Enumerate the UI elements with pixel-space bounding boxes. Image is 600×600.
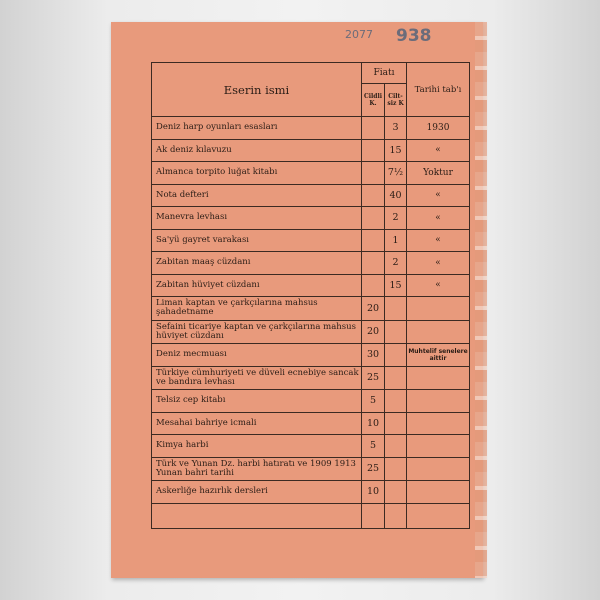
price-unbound xyxy=(385,344,407,367)
print-date xyxy=(407,457,470,481)
price-bound xyxy=(362,252,385,275)
header-price-unbound: Cilt-siz K xyxy=(385,84,407,117)
price-unbound: 15 xyxy=(385,139,407,162)
print-date: « xyxy=(407,139,470,162)
price-bound: 5 xyxy=(362,435,385,458)
price-unbound xyxy=(385,412,407,435)
work-title: Manevra levhası xyxy=(152,207,362,230)
price-unbound xyxy=(385,457,407,481)
price-bound xyxy=(362,162,385,185)
blank-row xyxy=(152,503,470,528)
price-bound xyxy=(362,207,385,230)
print-date: « xyxy=(407,184,470,207)
table-row xyxy=(152,184,470,207)
price-unbound: 1 xyxy=(385,229,407,252)
print-date xyxy=(407,412,470,435)
price-unbound: 3 xyxy=(385,117,407,140)
price-bound: 25 xyxy=(362,457,385,481)
table-row xyxy=(152,320,470,344)
work-title: Zabitan maaş cüzdanı xyxy=(152,252,362,275)
work-title: Zabitan hüviyet cüzdanı xyxy=(152,274,362,297)
work-title: Türk ve Yunan Dz. harbi hatıratı ve 1909 1913 Yunan bahri tarihi xyxy=(152,457,362,481)
work-title: Askerliğe hazırlık dersleri xyxy=(152,481,362,504)
price-unbound: 2 xyxy=(385,252,407,275)
work-title: Telsiz cep kitabı xyxy=(152,390,362,413)
work-title: Mesahai bahriye icmali xyxy=(152,412,362,435)
price-unbound xyxy=(385,435,407,458)
price-bound xyxy=(362,139,385,162)
price-bound xyxy=(362,184,385,207)
print-date: « xyxy=(407,274,470,297)
price-bound xyxy=(362,117,385,140)
pencil-note-2: 938 xyxy=(396,26,432,46)
table-row xyxy=(152,117,470,140)
print-date: 1930 xyxy=(407,117,470,140)
header-name: Eserin ismi xyxy=(152,63,362,117)
print-date: Muhtelif senelere aittir xyxy=(407,344,470,367)
work-title: Deniz harp oyunları esasları xyxy=(152,117,362,140)
table-row xyxy=(152,435,470,458)
price-bound: 30 xyxy=(362,344,385,367)
price-unbound xyxy=(385,390,407,413)
blank-cell xyxy=(407,503,470,528)
table-row xyxy=(152,481,470,504)
price-unbound: 7½ xyxy=(385,162,407,185)
table-row xyxy=(152,274,470,297)
table-row xyxy=(152,366,470,390)
price-bound: 25 xyxy=(362,366,385,390)
header-price-bound: Cildli K. xyxy=(362,84,385,117)
work-title: Sefaini ticariye kaptan ve çarkçılarına mahsus hüviyet cüzdanı xyxy=(152,320,362,344)
print-date xyxy=(407,320,470,344)
work-title: Kimya harbi xyxy=(152,435,362,458)
price-unbound: 2 xyxy=(385,207,407,230)
price-bound: 20 xyxy=(362,320,385,344)
print-date: « xyxy=(407,229,470,252)
price-bound: 5 xyxy=(362,390,385,413)
table-row xyxy=(152,412,470,435)
price-unbound: 40 xyxy=(385,184,407,207)
table-row xyxy=(152,252,470,275)
work-title: Nota defteri xyxy=(152,184,362,207)
price-bound: 20 xyxy=(362,297,385,321)
header-price: Fiatı xyxy=(362,63,407,84)
work-title: Ak deniz kılavuzu xyxy=(152,139,362,162)
price-bound: 10 xyxy=(362,481,385,504)
header-date: Tarihi tab'ı xyxy=(407,63,470,117)
work-title: Almanca torpito luğat kitabı xyxy=(152,162,362,185)
price-unbound xyxy=(385,481,407,504)
price-bound xyxy=(362,229,385,252)
work-title: Deniz mecmuası xyxy=(152,344,362,367)
table-row xyxy=(152,297,470,321)
print-date: « xyxy=(407,252,470,275)
price-unbound xyxy=(385,297,407,321)
catalog-table xyxy=(151,62,470,529)
worn-edge xyxy=(475,22,487,578)
table-row xyxy=(152,229,470,252)
print-date xyxy=(407,390,470,413)
table-row xyxy=(152,207,470,230)
table-row xyxy=(152,344,470,367)
blank-cell xyxy=(152,503,362,528)
work-title: Sa'yü gayret varakası xyxy=(152,229,362,252)
print-date: « xyxy=(407,207,470,230)
print-date xyxy=(407,435,470,458)
table-row xyxy=(152,139,470,162)
table-row xyxy=(152,457,470,481)
price-bound: 10 xyxy=(362,412,385,435)
table-row xyxy=(152,162,470,185)
table-row xyxy=(152,390,470,413)
price-unbound xyxy=(385,320,407,344)
blank-cell xyxy=(385,503,407,528)
work-title: Liman kaptan ve çarkçılarına mahsus şahadetname xyxy=(152,297,362,321)
catalog-rows xyxy=(152,117,470,529)
price-unbound: 15 xyxy=(385,274,407,297)
print-date xyxy=(407,481,470,504)
price-unbound xyxy=(385,366,407,390)
pencil-note-1: 2077 xyxy=(345,28,373,41)
blank-cell xyxy=(362,503,385,528)
price-bound xyxy=(362,274,385,297)
work-title: Türkiye cümhuriyeti ve düveli ecnebiye sancak ve bandıra levhası xyxy=(152,366,362,390)
catalog-page xyxy=(111,22,483,578)
print-date xyxy=(407,366,470,390)
print-date: Yoktur xyxy=(407,162,470,185)
print-date xyxy=(407,297,470,321)
